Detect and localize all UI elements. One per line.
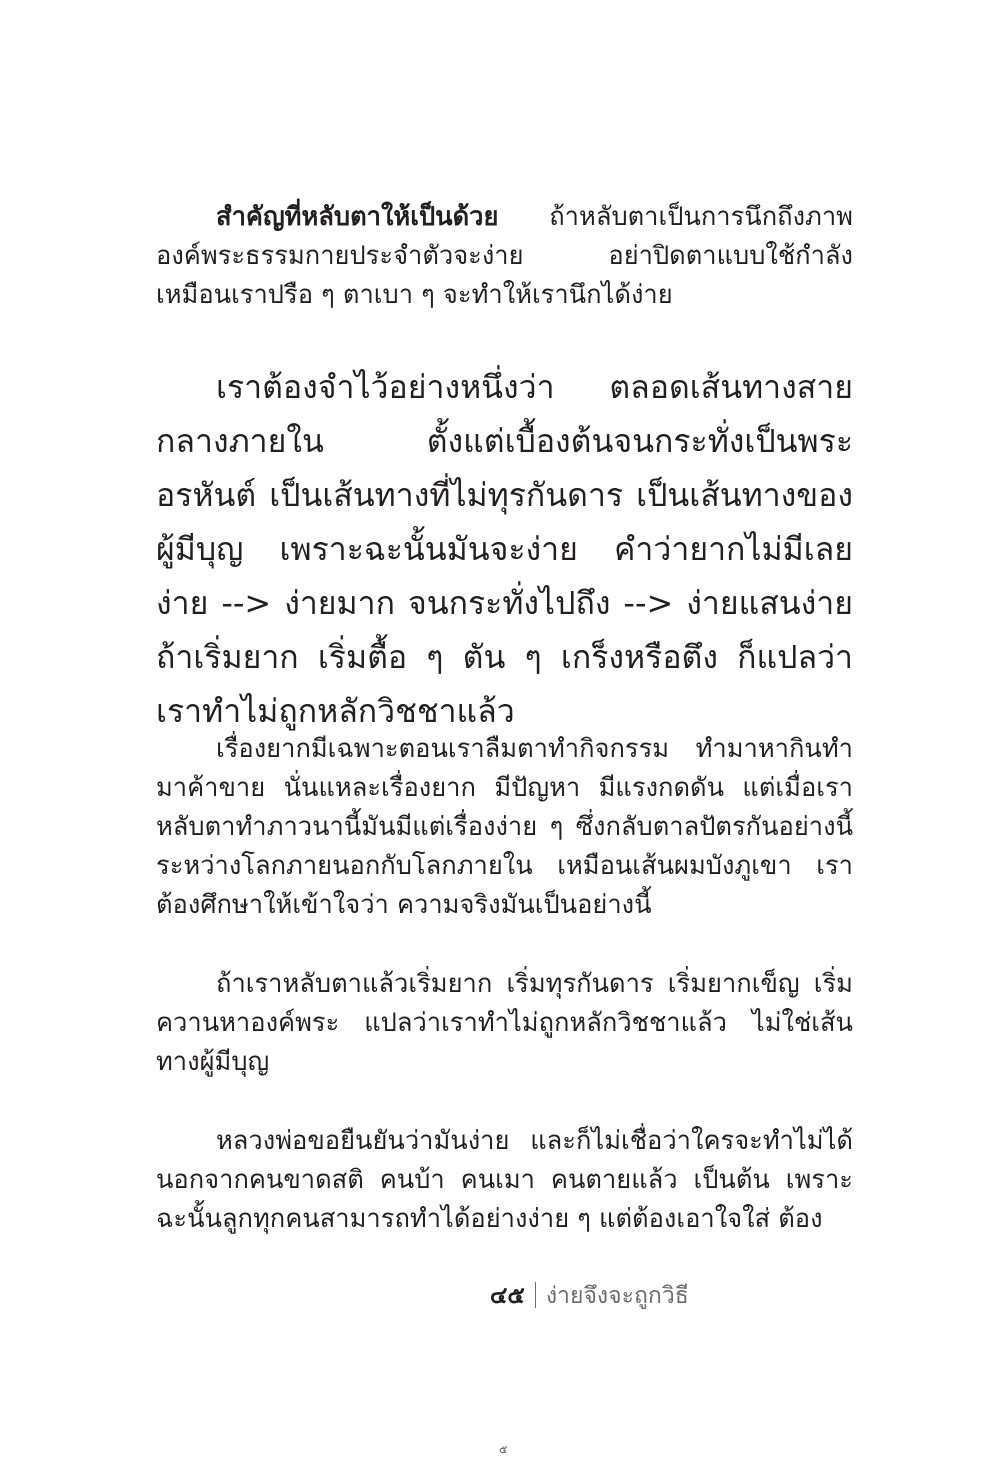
paragraph-1 (156, 198, 853, 315)
paragraph-3: ถ้าเราหลับตาแล้วเริ่มยาก เริ่มทุรกันดาร เริ่มยากเข็ญ เริ่มควานหาองค์พระ แปลว่าเราทำไม่ถูกหลักวิชชาแล้ว ไม่ใช่เส้นทางผู้มีบุญ (156, 969, 853, 1077)
paragraph-1-text: ถ้าหลับตาเป็นการนึกถึงภาพองค์พระธรรมกายประจำตัวจะง่าย อย่าปิดตาแบบใช้กำลัง เหมือนเราปรือ ๆ ตาเบา ๆ จะทำให้เรานึกได้ง่าย (156, 202, 853, 310)
paragraph-4: หลวงพ่อขอยืนยันว่ามันง่าย และก็ไม่เชื่อว่าใครจะทำไม่ได้ นอกจากคนขาดสติ คนบ้า คนเมา คนตายแล้ว เป็นต้น เพราะฉะนั้นลูกทุกคนสามารถทำได้อย่างง่าย ๆ แต่ต้องเอาใจใส่ ต้อง (156, 1126, 853, 1234)
footer-divider (535, 1282, 536, 1308)
page-footer (490, 1278, 689, 1314)
paragraph-1-bold-lead: สำคัญที่หลับตาให้เป็นด้วย (216, 202, 499, 232)
paragraph-2: เรื่องยากมีเฉพาะตอนเราลืมตาทำกิจกรรม ทำมาหากินทำมาค้าขาย นั่นแหละเรื่องยาก มีปัญหา มีแรงกดดัน แต่เมื่อเราหลับตาทำภาวนานี้มันมีแต่เรื่องง่าย ๆ ซึ่งกลับตาลปัตรกันอย่างนี้ระหว่างโลกภายนอกกับโลกภายใน เหมือนเส้นผมบังภูเขา เราต้องศึกษาให้เข้าใจว่า ความจริงมันเป็นอย่างนี้ (156, 734, 853, 920)
page-number: ๔๕ (490, 1283, 525, 1309)
bottom-mark: ๕ (499, 1443, 508, 1456)
running-title: ง่ายจึงจะถูกวิธี (545, 1283, 689, 1309)
emphasis-paragraph: เราต้องจำไว้อย่างหนึ่งว่า ตลอดเส้นทางสายกลางภายใน ตั้งแต่เบื้องต้นจนกระทั่งเป็นพระอรหันต์ เป็นเส้นทางที่ไม่ทุรกันดาร เป็นเส้นทางของผู้มีบุญ เพราะฉะนั้นมันจะง่าย คำว่ายากไม่มีเลย ง่าย --> ง่ายมาก จนกระทั่งไปถึง --> ง่ายแสนง่าย ถ้าเริ่มยาก เริ่มตื้อ ๆ ตัน ๆ เกร็งหรือตึง ก็แปลว่า เราทำไม่ถูกหลักวิชชาแล้ว (156, 368, 853, 730)
